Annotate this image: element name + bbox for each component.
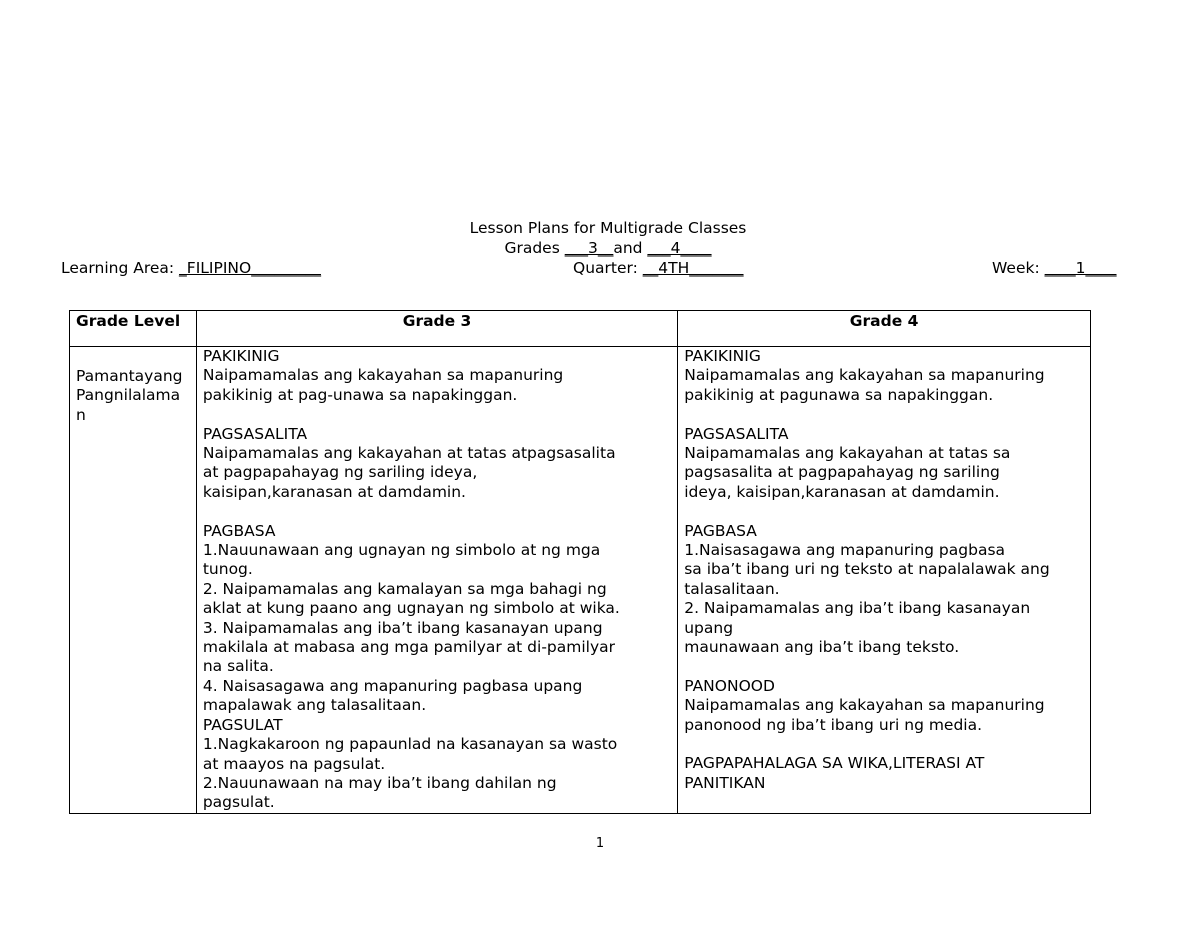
cell-text-line: [203, 405, 671, 424]
cell-text-line: Naipamamalas ang kakayahan at tatas sa: [684, 444, 1011, 463]
cell-text-line: talasalitaan.: [684, 579, 780, 598]
cell-text-line: PAKIKINIG: [684, 347, 761, 365]
quarter-value: __4TH_______: [642, 259, 744, 277]
cell-text-line: at maayos na pagsulat.: [202, 754, 386, 773]
cell-text-line: 2.Nauunawaan na may iba’t ibang dahilan ng: [202, 773, 557, 792]
cell-text-line: at pagpapahayag ng sariling ideya,: [202, 463, 478, 482]
cell-text-line: pakikinig at pagunawa sa napakinggan.: [684, 385, 994, 404]
week-value: ____1____: [1044, 259, 1117, 277]
cell-text-line: 1.Nauunawaan ang ugnayan ng simbolo at ng mga: [202, 541, 601, 560]
cell-text-line: 4. Naisasagawa ang mapanuring pagbasa upang: [202, 676, 583, 695]
learning-area-label: Learning Area:: [61, 259, 180, 277]
learning-area-value: _FILIPINO_________: [179, 259, 321, 277]
lesson-plan-table: [69, 310, 1091, 814]
cell-text-line: [684, 735, 1084, 754]
cell-text-line: tunog.: [202, 560, 253, 579]
cell-text-line: panonood ng iba’t ibang uri ng media.: [684, 715, 983, 734]
page-number: 1: [595, 836, 605, 851]
cell-text-line: pagsulat.: [202, 793, 275, 812]
cell-text-line: sa iba’t ibang uri ng teksto at napalalawak ang: [684, 560, 1050, 579]
grades-line: [0, 238, 1200, 258]
cell-text-line: PAGSASALITA: [684, 424, 789, 443]
header-grade-3: Grade 3: [196, 311, 677, 347]
grade-b-value: ___4____: [647, 239, 712, 257]
cell-text-line: makilala at mabasa ang mga pamilyar at di-pamilyar: [202, 638, 616, 657]
cell-text-line: na salita.: [202, 657, 274, 676]
cell-text-line: aklat at kung paano ang ugnayan ng simbolo at wika.: [202, 599, 620, 618]
cell-text-line: [684, 502, 1084, 521]
header-grade-level: Grade Level: [70, 311, 197, 347]
cell-text-line: 1.Naisasagawa ang mapanuring pagbasa: [684, 541, 1006, 560]
cell-text-line: Naipamamalas ang kakayahan at tatas atpagsasalita: [202, 444, 616, 463]
grade-a-value: ___3__: [564, 239, 614, 257]
cell-text-line: upang: [684, 618, 734, 637]
cell-text-line: PAGSASALITA: [202, 424, 308, 443]
cell-text-line: PANITIKAN: [684, 773, 766, 792]
cell-text-line: Naipamamalas ang kakayahan sa mapanuring: [684, 366, 1045, 385]
row-label-pamantayang-pangnilalaman: Pamantayang Pangnilalaman: [70, 347, 197, 814]
week-label: Week:: [992, 259, 1045, 277]
cell-text-line: Naipamamalas ang kakayahan sa mapanuring: [202, 366, 564, 385]
grade-3-cell: [196, 347, 677, 814]
cell-text-line: PAGSULAT: [202, 715, 283, 734]
cell-text-line: 2. Naipamamalas ang iba’t ibang kasanayan: [684, 599, 1031, 618]
cell-text-line: 1.Nagkakaroon ng papaunlad na kasanayan sa wasto: [202, 735, 618, 754]
quarter-label: Quarter:: [573, 259, 643, 277]
grade-4-cell: [678, 347, 1091, 814]
cell-text-line: 3. Naipamamalas ang iba’t ibang kasanayan upang: [202, 618, 603, 637]
document-title: Lesson Plans for Multigrade Classes: [469, 219, 747, 237]
cell-text-line: ideya, kaisipan,karanasan at damdamin.: [684, 482, 1000, 501]
cell-text-line: pagsasalita at pagpapahayag ng sariling: [684, 463, 1000, 482]
quarter-field: [573, 258, 744, 278]
learning-area-field: [61, 258, 321, 278]
cell-text-line: [203, 502, 671, 521]
grades-prefix: Grades: [504, 239, 565, 257]
cell-text-line: mapalawak ang talasalitaan.: [202, 696, 427, 715]
cell-text-line: maunawaan ang iba’t ibang teksto.: [684, 638, 960, 657]
cell-text-line: PAKIKINIG: [202, 347, 280, 365]
cell-text-line: PAGPAPAHALAGA SA WIKA,LITERASI AT: [684, 754, 985, 773]
cell-text-line: pakikinig at pag-unawa sa napakinggan.: [202, 385, 518, 404]
cell-text-line: PAGBASA: [684, 521, 757, 540]
cell-text-line: [684, 405, 1084, 424]
cell-text-line: 2. Naipamamalas ang kamalayan sa mga bahagi ng: [202, 579, 607, 598]
cell-text-line: Naipamamalas ang kakayahan sa mapanuring: [684, 696, 1045, 715]
grades-and: and: [613, 239, 648, 257]
table-row: [70, 347, 1091, 814]
cell-text-line: PANONOOD: [684, 676, 775, 695]
header-grade-4: Grade 4: [678, 311, 1091, 347]
table-header-row: [70, 311, 1091, 347]
cell-text-line: PAGBASA: [202, 521, 276, 540]
cell-text-line: [684, 657, 1084, 676]
week-field: [992, 258, 1117, 278]
cell-text-line: kaisipan,karanasan at damdamin.: [202, 482, 466, 501]
